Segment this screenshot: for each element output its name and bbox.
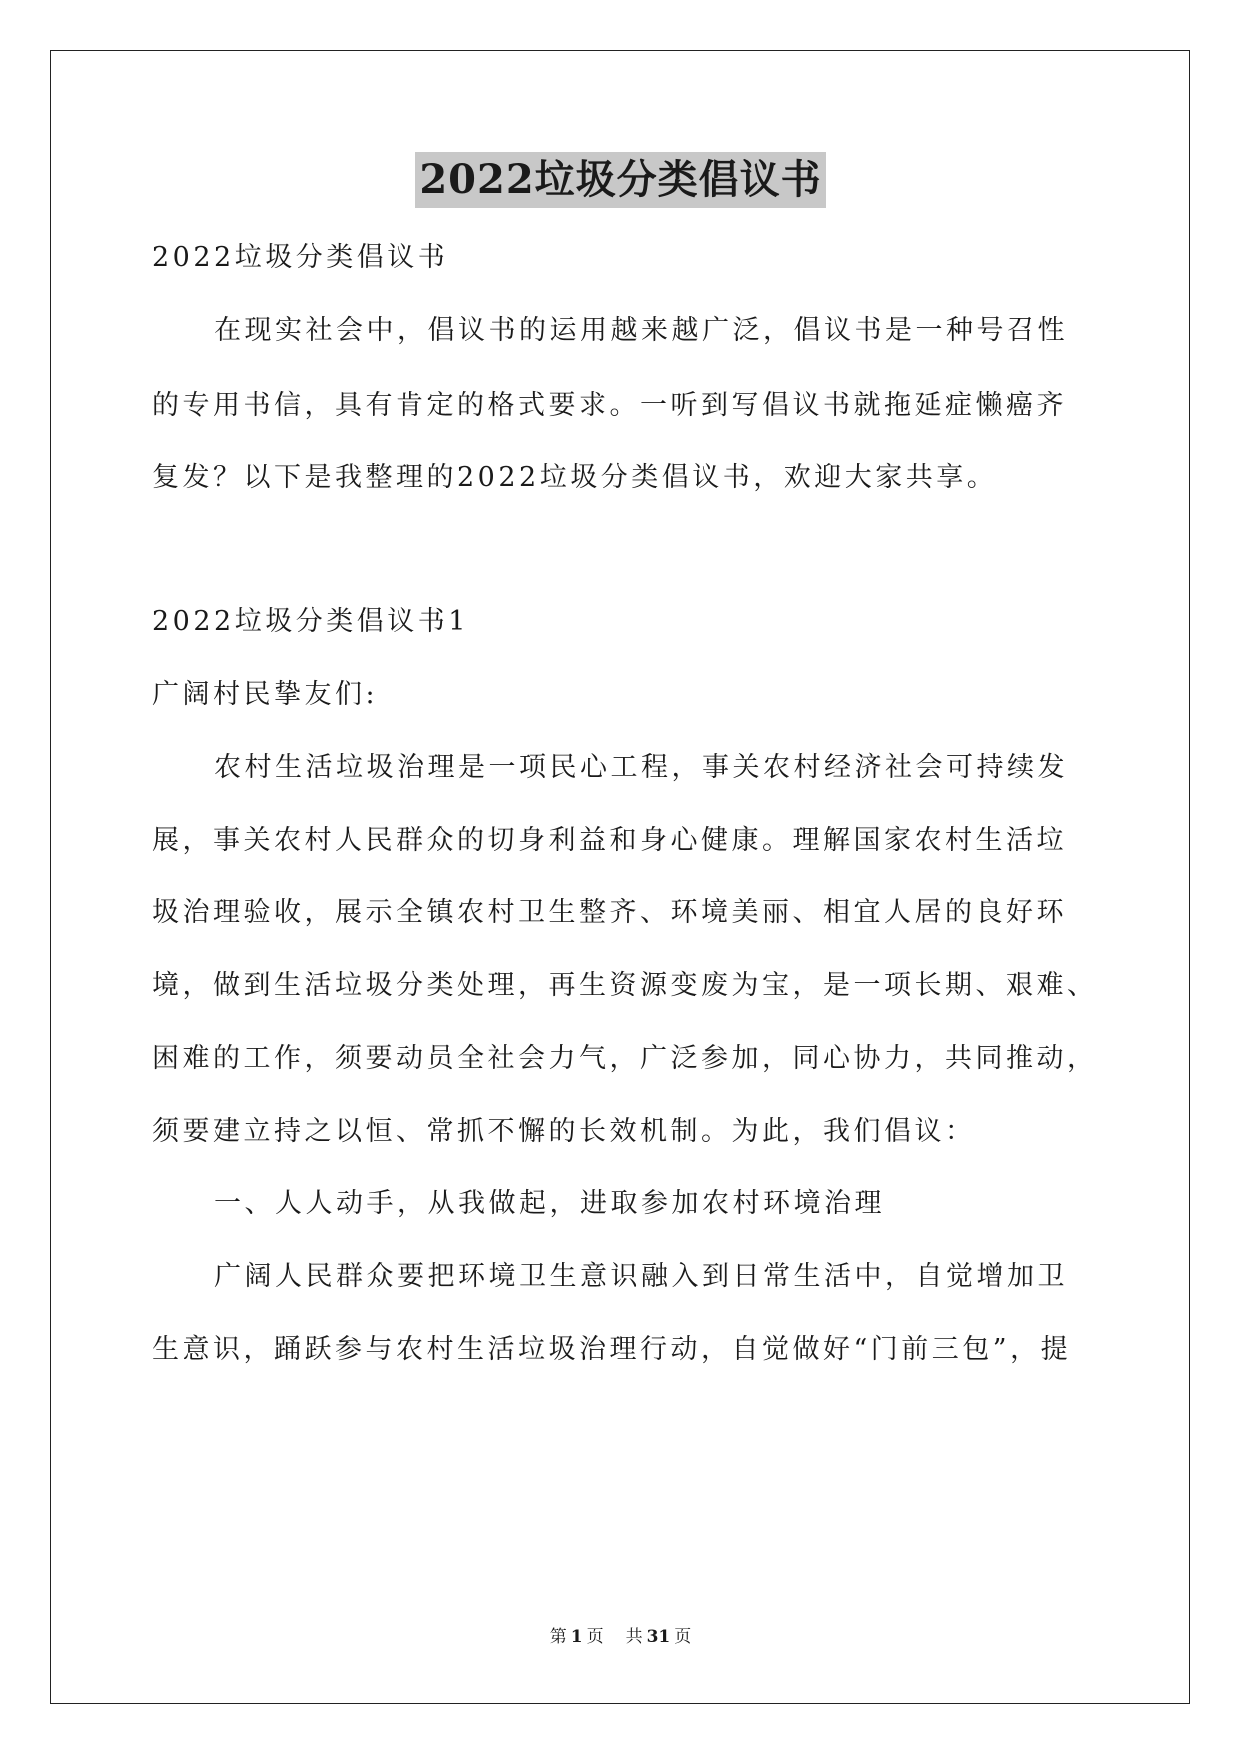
paragraph-line: 农村生活垃圾治理是一项民心工程，事关农村经济社会可持续发 [214, 752, 1068, 783]
subtitle-line: 2022垃圾分类倡议书 [152, 242, 449, 273]
salutation: 广阔村民挚友们: [152, 679, 379, 710]
paragraph-line: 境，做到生活垃圾分类处理，再生资源变废为宝，是一项长期、艰难、 [152, 970, 1098, 1001]
paragraph-line: 复发？以下是我整理的2022垃圾分类倡议书，欢迎大家共享。 [152, 462, 998, 493]
total-label-prefix: 共 [625, 1627, 643, 1647]
paragraph-line: 广阔人民群众要把环境卫生意识融入到日常生活中，自觉增加卫 [214, 1261, 1068, 1292]
page-label-prefix: 第 [549, 1627, 567, 1647]
paragraph-line: 在现实社会中，倡议书的运用越来越广泛，倡议书是一种号召性 [214, 315, 1068, 346]
paragraph-line: 展，事关农村人民群众的切身利益和身心健康。理解国家农村生活垃 [152, 825, 1067, 856]
document-title: 2022垃圾分类倡议书 [415, 152, 825, 208]
paragraph-line: 困难的工作，须要动员全社会力气，广泛参加，同心协力，共同推动， [152, 1043, 1098, 1074]
page-border [50, 50, 1190, 1704]
section-heading: 2022垃圾分类倡议书1 [152, 606, 469, 637]
total-pages: 31 [646, 1627, 671, 1647]
total-label-suffix: 页 [674, 1627, 692, 1647]
list-heading: 一、人人动手，从我做起，进取参加农村环境治理 [214, 1188, 885, 1219]
page-label-suffix: 页 [586, 1627, 604, 1647]
paragraph-line: 的专用书信，具有肯定的格式要求。一听到写倡议书就拖延症懒癌齐 [152, 390, 1067, 421]
paragraph-line: 须要建立持之以恒、常抓不懈的长效机制。为此，我们倡议： [152, 1116, 976, 1147]
title-container [0, 152, 1241, 208]
page-number: 1 [570, 1627, 583, 1647]
paragraph-line: 生意识，踊跃参与农村生活垃圾治理行动，自觉做好“门前三包”，提 [152, 1334, 1072, 1365]
page-footer [0, 1625, 1241, 1649]
paragraph-line: 圾治理验收，展示全镇农村卫生整齐、环境美丽、相宜人居的良好环 [152, 897, 1067, 928]
